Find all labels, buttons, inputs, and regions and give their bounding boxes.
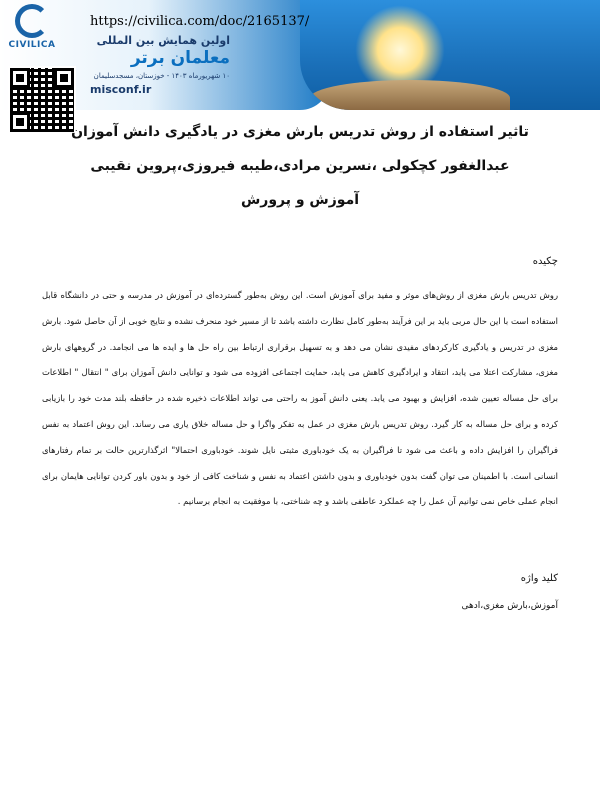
civilica-logo-text: CIVILICA <box>8 40 56 50</box>
paper-affiliation: آموزش و پرورش <box>240 192 360 208</box>
abstract-body: روش تدریس بارش مغزی از روش‌های موثر و مفید برای آموزش است. این روش به‌طور گسترده‌ای در آموزش در مدرسه و حتی در دانشگاه قابل استفاده است با این حال مربی باید بر این فرآیند به‌طور کامل نظارت داشته باشد تا از مسیر خود منحرف نشده و نتایج خوبی از آن حاصل شود. بارش مغزی در تدریس و یادگیری کارکردهای مفیدی نشان می دهد و به تسهیل برقراری ارتباط بین راه حل ها و ایده ها می انجامد. در گروههای بارش مغزی، مشارکت اعتلا می یابد، انتقاد و ایرادگیری کاهش می یابد، حمایت اجتماعی افزوده می شود و توانایی دانش آموزان برای " انتقال " اطلاعات برای حل مساله تعیین شده، افزایش و بهبود می یابد. یعنی دانش آموز به راحتی می تواند اطلاعات ذخیره شده در حافظه بلند مدت خود را بازیابی کرده و برای حل مساله به کار گیرد. روش تدریس بارش مغزی در عمل به تفکر واگرا و حل مساله خلاق یاری می رساند. این روش اعتماد به نفس فراگیران را افزایش داده و باعث می شود تا فراگیران به یک خودباوری مثبتی نایل شوند. خودباوری احتمالا" اثرگذارترین حالت بر تمام رفتارهای انسانی است. با اطمینان می توان گفت بدون خودباوری و بدون داشتن اعتماد به نفس و شناخت کافی از خود و بدون باور کردن توانایی هایمان برای انجام عملی خاص نمی توانیم آن عمل را چه عملکرد عاطفی باشد و چه شناختی، با موفقیت به انجام برسانیم . <box>42 290 558 507</box>
paper-title: تاثیر استفاده از روش تدریس بارش مغزی در یادگیری دانش آموزان <box>71 124 529 140</box>
document-url[interactable]: https://civilica.com/doc/2165137/ <box>90 14 310 29</box>
keywords-heading: کلید واژه <box>520 573 558 584</box>
conference-subtitle: اولین همایش بین المللی <box>96 34 230 47</box>
paper-authors: عبدالغفور کچکولی ،نسرین مرادی،طیبه فیروزی،پروین نقیبی <box>90 158 510 174</box>
conference-date: ۱۰ شهریورماه ۱۴۰۳ - خوزستان، مسجدسلیمان <box>93 72 230 80</box>
conference-website[interactable]: misconf.ir <box>90 83 152 96</box>
conference-title: معلمان برتر <box>130 48 230 68</box>
abstract-heading: چکیده <box>532 256 558 267</box>
keywords-list: آموزش،بارش مغزی،ادهی <box>461 601 558 611</box>
